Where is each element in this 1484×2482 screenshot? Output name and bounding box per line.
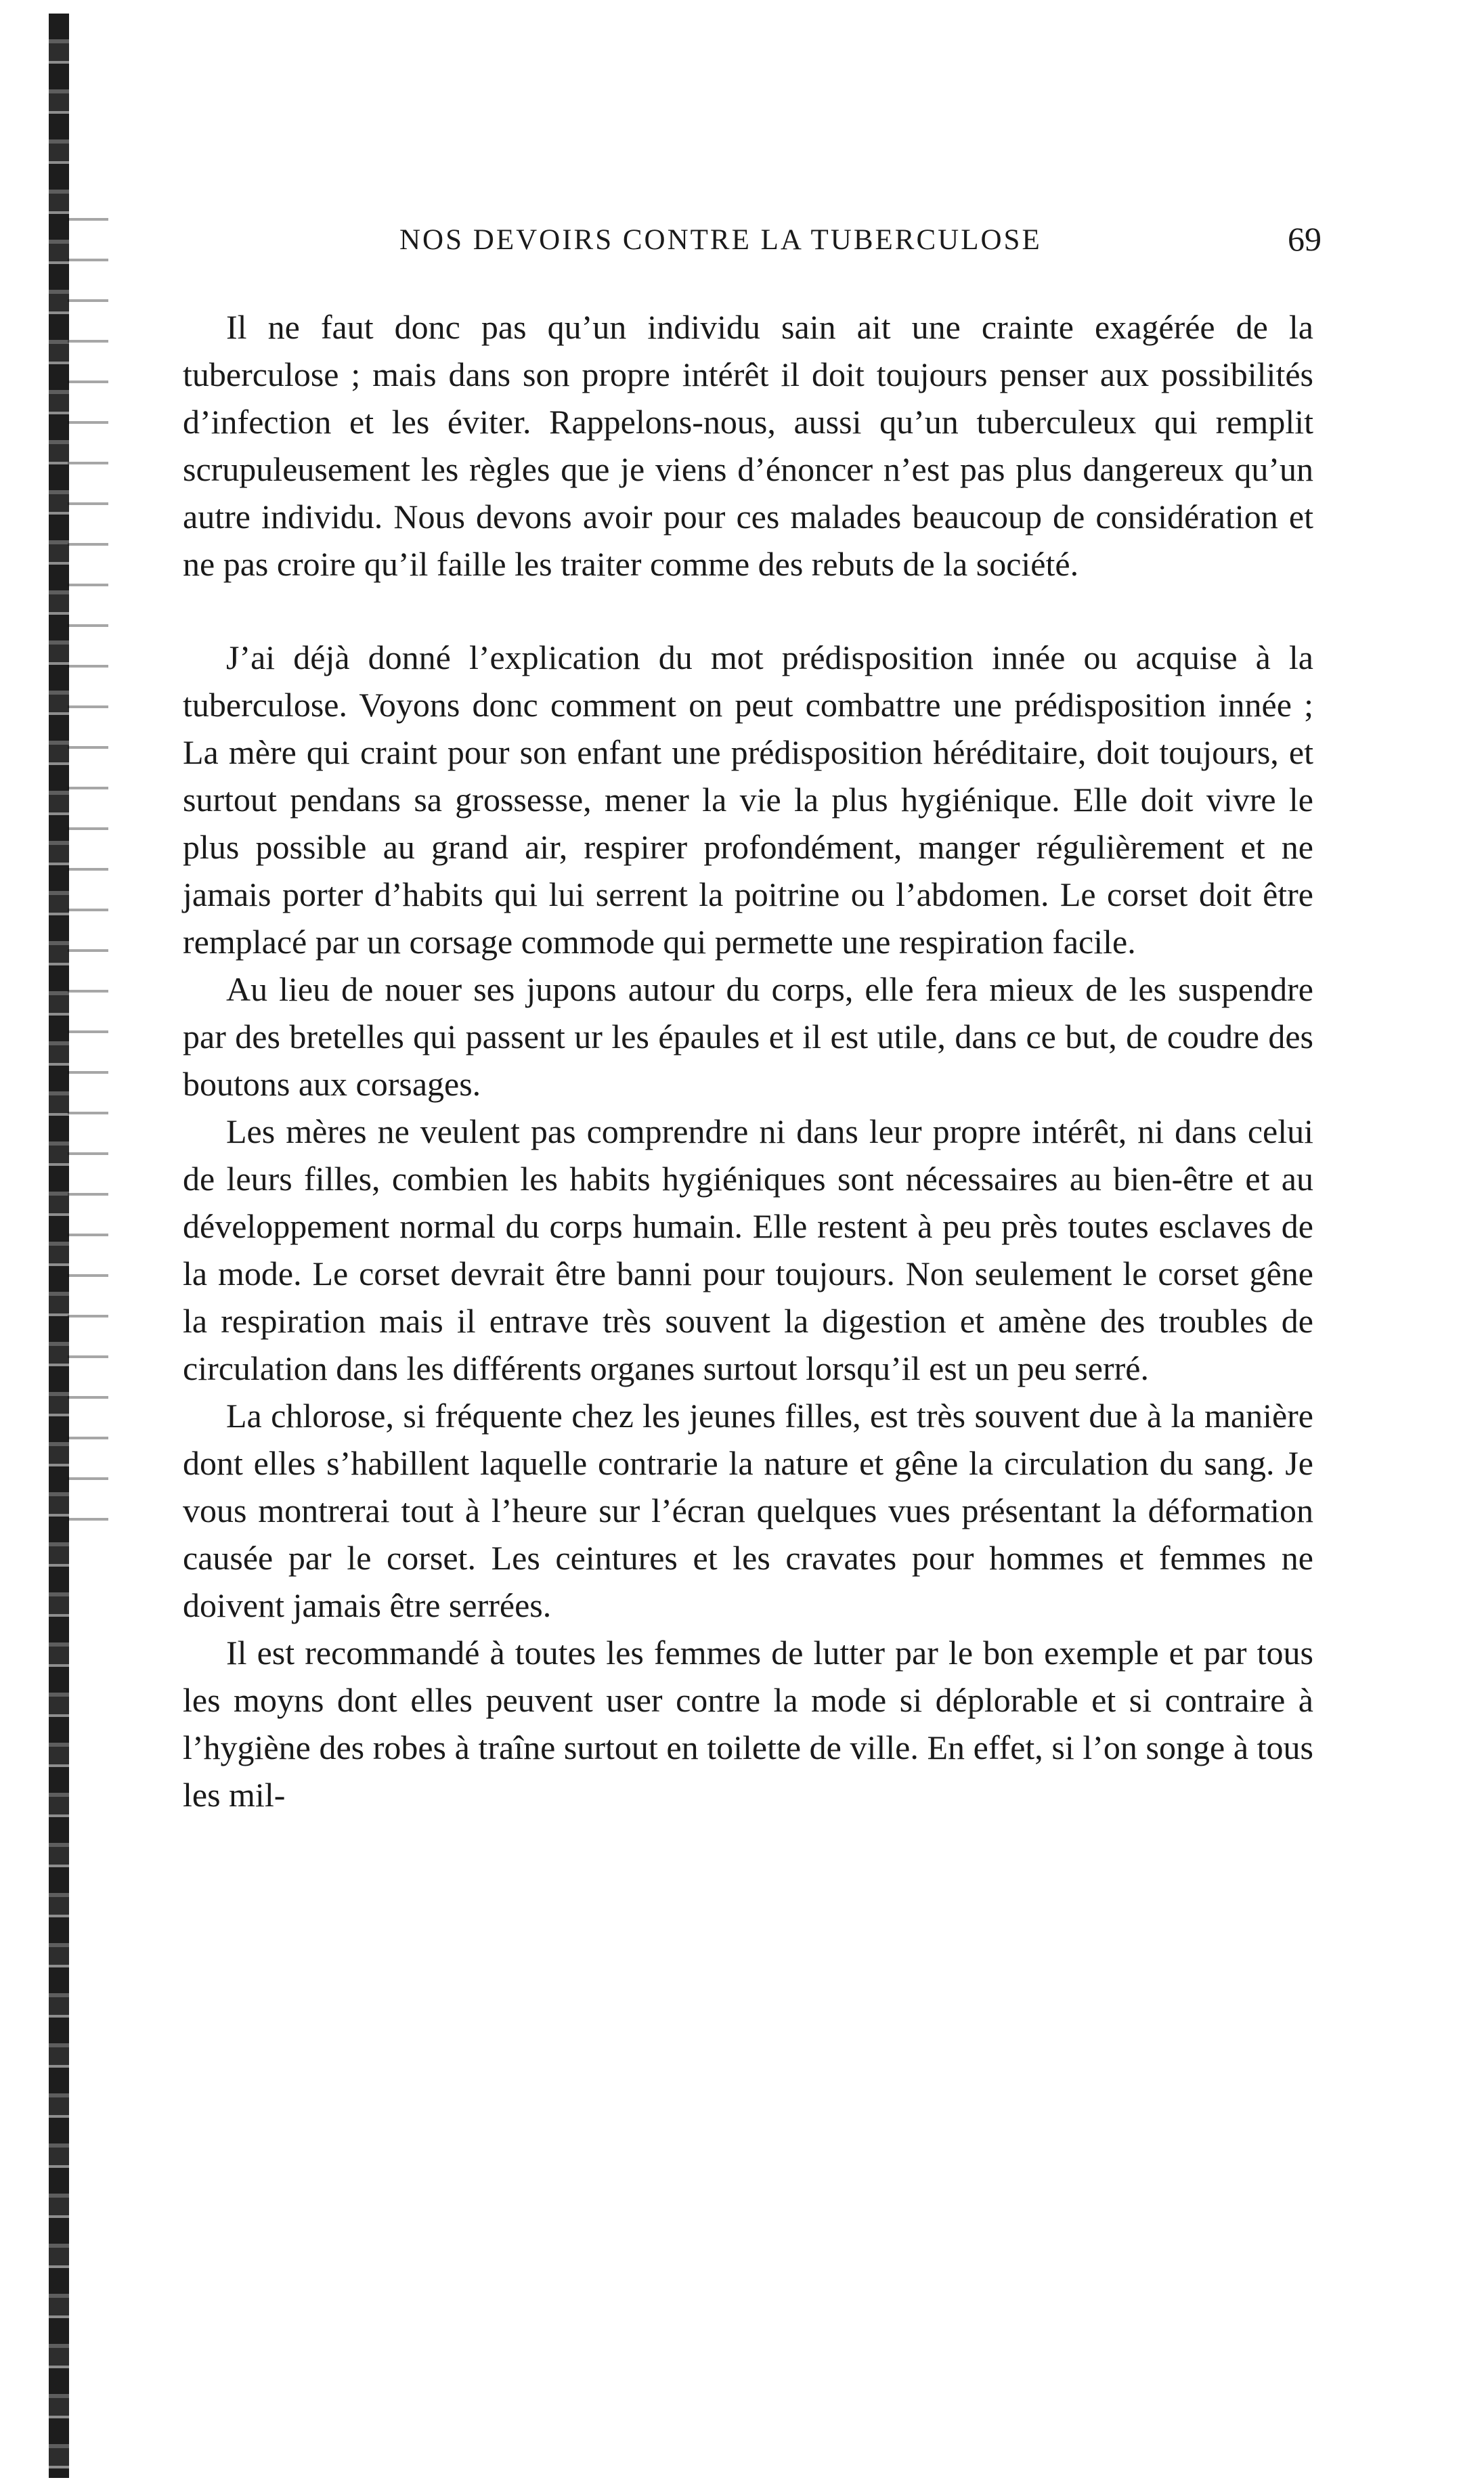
- paragraph: Il est recommandé à toutes les femmes de lutter par le bon exemple et par tous les moyns dont elles peuvent user contre la mode si déplorable et si contraire à l’hygiène des robes à traîne surtout en toilette de ville. En effet, si l’on songe à tous les mil-: [183, 1634, 1313, 1814]
- page-binding-edge: [49, 14, 69, 2478]
- page-number: 69: [1288, 220, 1322, 258]
- running-title: NOS DEVOIRS CONTRE LA TUBERCULOSE: [399, 224, 1042, 256]
- paragraph: Il ne faut donc pas qu’un individu sain ait une crainte exagérée de la tuberculose ; mais dans son propre intérêt il doit toujours penser aux possibilités d’infection et les éviter. Rappelons-nous, aussi qu’un tuberculeux qui remplit scrupuleusement les règles que je viens d’énoncer n’est pas plus dangereux qu’un autre individu. Nous devons avoir pour ces malades beaucoup de considération et ne pas croire qu’il faille les traiter comme des rebuts de la société.: [183, 308, 1313, 583]
- book-page: [183, 220, 1322, 1819]
- paragraph: Les mères ne veulent pas comprendre ni dans leur propre intérêt, ni dans celui de leurs filles, combien les habits hygiéniques sont nécessaires au bien-être et au développement normal du corps humain. Elle restent à peu près toutes esclaves de la mode. Le corset devrait être banni pour toujours. Non seulement le corset gêne la respiration mais il entrave très souvent la digestion et amène des troubles de circulation dans les différents organes surtout lorsqu’il est un peu serré.: [183, 1112, 1313, 1387]
- page-binding-shadow: [68, 203, 108, 1557]
- paragraph: La chlorose, si fréquente chez les jeunes filles, est très souvent due à la manière dont elles s’habillent laquelle contrarie la nature et gêne la circulation du sang. Je vous montrerai tout à l’heure sur l’écran quelques vues présentant la déformation causée par le corset. Les ceintures et les cravates pour hommes et femmes ne doivent jamais être serrées.: [183, 1397, 1313, 1624]
- paragraph: J’ai déjà donné l’explication du mot prédisposition innée ou acquise à la tuberculose. Voyons donc comment on peut combattre une prédisposition innée ; La mère qui craint pour son enfant une prédisposition héréditaire, doit toujours, et surtout pendans sa grossesse, mener la vie la plus hygiénique. Elle doit vivre le plus possible au grand air, respirer profondément, manger régulièrement et ne jamais porter d’habits qui lui serrent la poitrine ou l’abdomen. Le corset doit être remplacé par un corsage commode qui permette une respiration facile.: [183, 638, 1313, 961]
- body-text: [183, 303, 1313, 1819]
- paragraph: Au lieu de nouer ses jupons autour du corps, elle fera mieux de les suspendre par des bretelles qui passent ur les épaules et il est utile, dans ce but, de coudre des boutons aux corsages.: [183, 970, 1313, 1103]
- running-header: [183, 220, 1322, 264]
